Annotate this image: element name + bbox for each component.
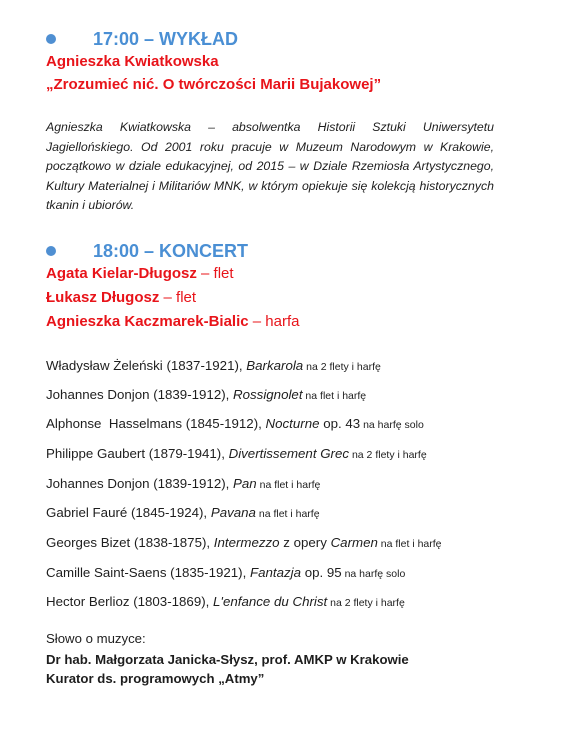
program-item: Johannes Donjon (1839-1912), Pan na flet i harfę (46, 476, 321, 491)
program-item: Johannes Donjon (1839-1912), Rossignolet na flet i harfę (46, 387, 367, 402)
program-item: Hector Berlioz (1803-1869), L'enfance du Christ na 2 flety i harfę (46, 594, 405, 609)
program-item: Alphonse Hasselmans (1845-1912), Nocturne op. 43 na harfę solo (46, 416, 424, 431)
program-item: Georges Bizet (1838-1875), Intermezzo z opery Carmen na flet i harfę (46, 535, 442, 550)
program-item: Gabriel Fauré (1845-1924), Pavana na flet i harfę (46, 505, 320, 520)
lecture-title: „Zrozumieć nić. O twórczości Marii Bujakowej” (46, 76, 382, 93)
lecture-bio: Agnieszka Kwiatkowska – absolwentka Historii Sztuki Uniwersytetu Jagiellońskiego. Od 2001 roku pracuje w Muzeum Narodowym w Krakowie, początkowo w dziale edukacyjnej, od 2015 – w Dziale Rzemiosła Artystycznego, Kultury Materialnej i Militariów MNK, w którym opiekuje się kolekcją historycznych tkanin i ubiorów. (46, 120, 494, 212)
credits-intro: Słowo o muzyce: (46, 631, 146, 646)
bullet-icon (46, 34, 56, 44)
performer-line: Agnieszka Kaczmarek-Bialic – harfa (46, 313, 300, 330)
lecture-speaker: Agnieszka Kwiatkowska (46, 53, 219, 70)
concert-heading: 18:00 – KONCERT (93, 241, 249, 261)
performer-line: Agata Kielar-Długosz – flet (46, 265, 234, 282)
performer-line: Łukasz Długosz – flet (46, 289, 197, 306)
credits-person: Dr hab. Małgorzata Janicka-Słysz, prof. AMKP w Krakowie (46, 652, 409, 667)
program-item: Camille Saint-Saens (1835-1921), Fantazja op. 95 na harfę solo (46, 565, 406, 580)
credits-role: Kurator ds. programowych „Atmy” (46, 671, 265, 686)
bullet-icon (46, 246, 56, 256)
program-item: Władysław Żeleński (1837-1921), Barkarola na 2 flety i harfę (46, 358, 381, 373)
program-item: Philippe Gaubert (1879-1941), Divertissement Grec na 2 flety i harfę (46, 446, 427, 461)
lecture-heading: 17:00 – WYKŁAD (93, 29, 239, 49)
